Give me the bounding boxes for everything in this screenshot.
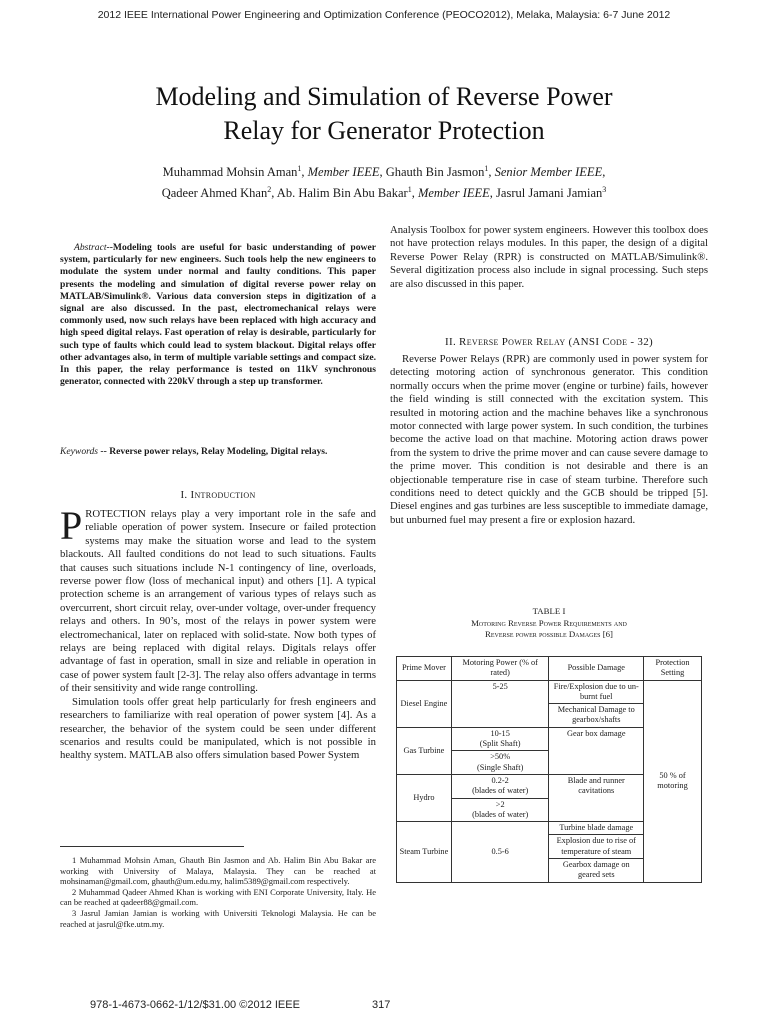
header-prime-mover: Prime Mover xyxy=(397,657,452,681)
cell-damage: Gearbox damage on geared sets xyxy=(549,859,644,883)
author-name: Ghauth Bin Jasmon xyxy=(385,165,485,180)
author-role: Member IEEE xyxy=(417,186,490,201)
footnote-1: 1 Muhammad Mohsin Aman, Ghauth Bin Jasmon and Ab. Halim Bin Abu Bakar are working with University of Malaya, Malaysia. They can be reached at mohsinaman@gmail.com, ghauth@um.edu.my, halim5389@gmail.com respectively. xyxy=(60,855,376,887)
cell-power-steam: 0.5-6 xyxy=(451,822,549,882)
cell-damage: Gear box damage xyxy=(549,727,644,774)
table-row xyxy=(397,680,702,704)
footnote-2: 2 Muhammad Qadeer Ahmed Khan is working with ENI Corporate University, Italy. He can be reached at qadeer88@gmail.com. xyxy=(60,886,376,908)
introduction-body xyxy=(60,503,376,763)
footnote-3: 3 Jasrul Jamian Jamian is working with Universiti Teknologi Malaysia. He can be reached at jasrul@fke.utm.my. xyxy=(60,907,376,929)
section-1-heading: I. Introduction xyxy=(180,489,256,501)
cell-power-hydro-1: 0.2-2 (blades of water) xyxy=(451,774,549,798)
cell-mover-steam: Steam Turbine xyxy=(397,822,452,882)
author-name: Qadeer Ahmed Khan xyxy=(161,186,268,201)
header-possible-damage: Possible Damage xyxy=(549,657,644,681)
section-2-body: Reverse Power Relays (RPR) are commonly used in power system for detecting motoring action of synchronous generator. This condition normally occurs when the prime mover (engine or turbine) fails, however the field winding is still connected with the excitation system. This resulted in motoring action and the machine behaves like a synchronous motor connected with large power system. In such condition, the turbines become the active load on that machine. Motoring action draws power from the system to drive the prime mover and can cause severe damage to the prime mover. This condition is not desirable and there is an objectionable temperature rise in case of steam turbine. Therefore such conditions need to detect quickly and the GCB should be tripped [5]. Diesel engines and gas turbines are less susceptible to immediate damage, but unburned fuel may present a fire or explosion hazard. xyxy=(390,353,708,526)
cell-damage: Turbine blade damage xyxy=(549,822,644,835)
drop-cap: P xyxy=(60,503,83,548)
title-line-1: Modeling and Simulation of Reverse Power xyxy=(155,82,613,111)
table-title-line-2: Reverse power possible Damages [6] xyxy=(485,629,613,639)
cell-mover-hydro: Hydro xyxy=(397,774,452,821)
intro-continued: Analysis Toolbox for power system engineers. However this toolbox does not have protection relays modules. In this paper, the design of a digital Reverse Power Relay (RPR) is constructed on MATLAB/Simulink®. Several digitization process also include in signal processing. Such steps are also discussed in this paper. xyxy=(390,224,708,290)
abstract-label: Abstract xyxy=(74,242,107,253)
author-name: Muhammad Mohsin Aman xyxy=(162,165,298,180)
cell-damage: Blade and runner cavitations xyxy=(549,774,644,821)
footnotes xyxy=(60,855,376,929)
header-motoring-power: Motoring Power (% of rated) xyxy=(451,657,549,681)
cell-power-hydro-2: >2 (blades of water) xyxy=(451,798,549,822)
abstract-text: --Modeling tools are useful for basic understanding of power system, particularly for new engineers. Such tools help the new engineers to modulate the system under normal and faulty conditions. This paper presents the modeling and simulation of digital reverse power relay on MATLAB/Simulink®. Various data conversion steps in digitization of a signal are also discussed. In the past, electromechanical relays were commonly used, now such relays have been replaced with high accuracy and high speed digital relays. Fast operation of relay is desirable, particularly for such type of faults which could lead to system blackout. Digital relays offer other advantages also, in term of multiple variable settings and compact size. In this paper, the relay performance is tested on 11kV synchronous generator, connected with 220kV through a step up transformer. xyxy=(60,242,376,388)
author-line-2: Qadeer Ahmed Khan$^2$, Ab. Halim Bin Abu Bakar$^1$, Member IEEE, Jasrul Jamani Jamian$^3$ xyxy=(161,185,607,201)
intro-paragraph-2: Simulation tools offer great help particularly for fresh engineers and researchers to familiarize with real operation of power system [4]. As a researcher, the behavior of the system could be seen under different scenarios and results could be manipulated, which is not possible in healthy system. MATLAB also offers simulation based Power System xyxy=(60,695,376,762)
cell-damage: Fire/Explosion due to un-burnt fuel xyxy=(549,680,644,704)
keywords xyxy=(60,446,376,458)
author-line-1: Muhammad Mohsin Aman$^1$, Member IEEE, Ghauth Bin Jasmon$^1$, Senior Member IEEE, xyxy=(162,164,606,180)
cell-power-gas-split: 10-15 (Split Shaft) xyxy=(451,727,549,751)
cell-damage: Explosion due to rise of temperature of steam xyxy=(549,835,644,859)
table-caption xyxy=(390,606,708,641)
cell-mover-gas: Gas Turbine xyxy=(397,727,452,774)
footer-isbn: 978-1-4673-0662-1/12/$31.00 ©2012 IEEE xyxy=(90,999,300,1011)
header-protection-setting: Protection Setting xyxy=(644,657,702,681)
intro-paragraph-1: PROTECTION relays play a very important role in the safe and reliable operation of power system. Insecure or failed protection systems may make the situation worse and lead to the system blackouts. All faulted conditions do not lead to such situations. Faults that causes such situations include N-1 contingency of line, overloads, reverse power flow (loss of mechanical input) and others [1]. A typical protection scheme is an arrangement of various types of relays such as overcurrent, short circuit relay, over-under voltage, over-under frequency relays and others. In 90’s, most of the relays in power system were electromechanical, later on replaced with solid-state. Now both types of relays are being replaced with digital relays. Digitals relays offer advantage of fast in operation, small in size and reliable in operation in case of power system fault [2-3]. The relay also offers advantage in terms of their sensitivity and wide range controlling. xyxy=(60,503,376,695)
author-role: Member IEEE xyxy=(307,165,380,180)
author-name: Jasrul Jamani Jamian xyxy=(496,186,603,201)
table-number: TABLE I xyxy=(532,606,566,616)
author-list xyxy=(60,160,708,202)
cell-mover-diesel: Diesel Engine xyxy=(397,680,452,727)
cell-protection-setting: 50 % of motoring xyxy=(644,680,702,882)
table-title-line-1: Motoring Reverse Power Requirements and xyxy=(471,617,627,628)
author-name: Ab. Halim Bin Abu Bakar xyxy=(276,186,408,201)
conference-header: 2012 IEEE International Power Engineering and Optimization Conference (PEOCO2012), Melaka, Malaysia: 6-7 June 2012 xyxy=(97,9,671,21)
page-number: 317 xyxy=(372,999,391,1011)
cell-power-gas-single: >50% (Single Shaft) xyxy=(451,751,549,775)
keywords-label: Keywords xyxy=(60,446,99,457)
footnote-divider xyxy=(60,846,244,847)
cell-power-diesel: 5-25 xyxy=(451,680,549,727)
section-2-heading: II. Reverse Power Relay (ANSI Code - 32) xyxy=(445,336,653,348)
motoring-power-table xyxy=(396,656,702,883)
paper-title xyxy=(60,80,708,148)
author-role: Senior Member IEEE xyxy=(494,165,603,180)
title-line-2: Relay for Generator Protection xyxy=(223,116,545,145)
keywords-text: -- Reverse power relays, Relay Modeling, Digital relays. xyxy=(98,446,328,457)
cell-damage: Mechanical Damage to gearbox/shafts xyxy=(549,704,644,728)
table-header-row xyxy=(397,657,702,681)
abstract xyxy=(60,242,376,388)
